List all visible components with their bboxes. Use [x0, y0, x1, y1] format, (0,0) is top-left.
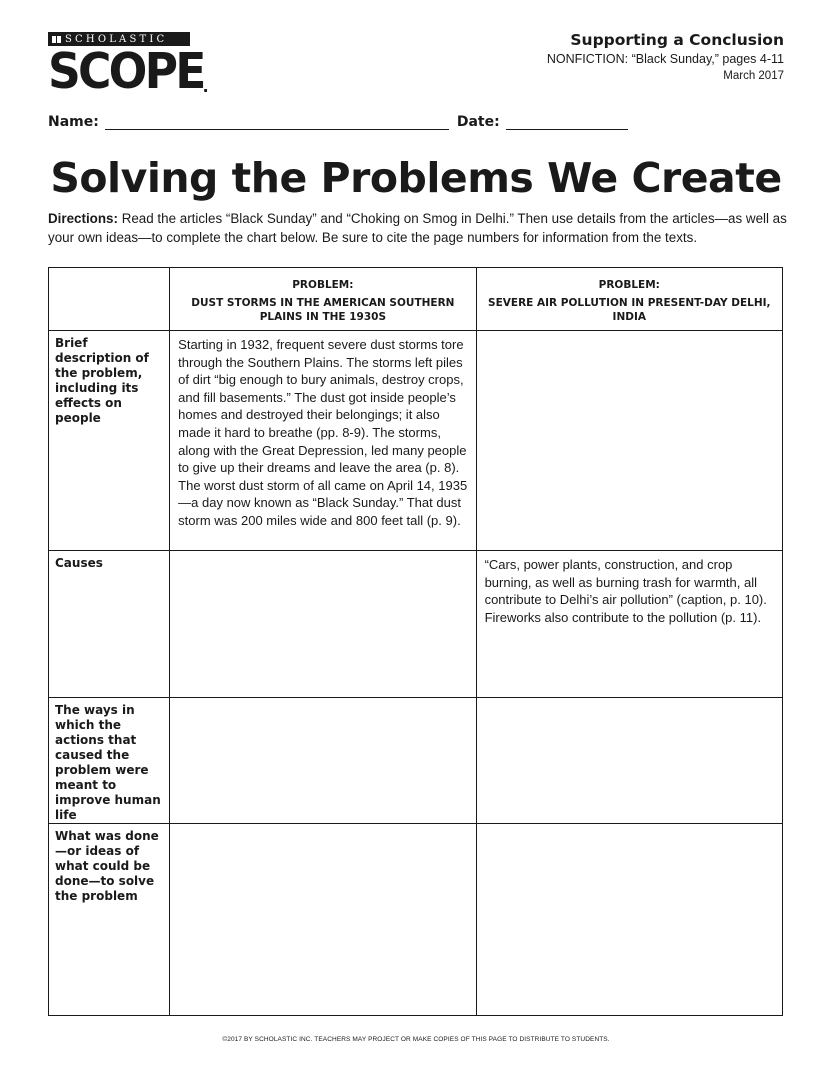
- table-row: [49, 551, 783, 698]
- directions: [48, 209, 788, 247]
- column-header-title: DUST STORMS IN THE AMERICAN SOUTHERN PLAINS IN THE 1930S: [191, 297, 455, 323]
- chart-header-row: [49, 268, 783, 331]
- cell-pollution-causes[interactable]: “Cars, power plants, construction, and crop burning, as well as burning trash for warmth, all contribute to Delhi’s air pollution” (caption, p. 10). Fireworks also contribute to the pollution (p. 11).: [476, 551, 782, 698]
- cell-dust-causes[interactable]: [170, 551, 476, 698]
- row-label-description: Brief description of the problem, including its effects on people: [49, 331, 170, 551]
- cell-pollution-benefits[interactable]: [476, 698, 782, 824]
- comparison-chart: [48, 267, 783, 1016]
- row-label-solutions: What was done—or ideas of what could be done—to solve the problem: [49, 824, 170, 1016]
- issue-date: March 2017: [723, 70, 784, 82]
- magazine-name: SCOPE: [48, 47, 204, 97]
- name-label: Name:: [48, 114, 99, 130]
- scholastic-scope-logo: [48, 32, 204, 100]
- directions-text: Read the articles “Black Sunday” and “Choking on Smog in Delhi.” Then use details from the articles—as well as your own ideas—to complete the chart below. Be sure to cite the page numbers for information from the texts.: [48, 211, 787, 245]
- cell-dust-benefits[interactable]: [170, 698, 476, 824]
- trademark-dot: [205, 89, 208, 92]
- name-field[interactable]: [105, 115, 449, 130]
- directions-label: Directions:: [48, 211, 118, 226]
- column-header-air-pollution: [476, 268, 782, 331]
- copyright-footer: ©2017 BY SCHOLASTIC INC. TEACHERS MAY PROJECT OR MAKE COPIES OF THIS PAGE TO DISTRIBUTE TO STUDENTS.: [222, 1036, 610, 1043]
- book-icon: [52, 36, 61, 43]
- source-reference: NONFICTION: “Black Sunday,” pages 4-11: [546, 52, 784, 66]
- table-row: [49, 698, 783, 824]
- column-header-title: SEVERE AIR POLLUTION IN PRESENT-DAY DELHI, INDIA: [488, 297, 771, 323]
- cell-dust-solutions[interactable]: [170, 824, 476, 1016]
- publisher-name: SCHOLASTIC: [65, 33, 168, 45]
- date-field[interactable]: [506, 115, 628, 130]
- column-header-label: PROBLEM:: [598, 279, 660, 291]
- page-title: Solving the Problems We Create: [50, 154, 782, 202]
- worksheet-header: [547, 31, 784, 84]
- table-row: [49, 824, 783, 1016]
- cell-pollution-solutions[interactable]: [476, 824, 782, 1016]
- corner-cell: [49, 268, 170, 331]
- cell-pollution-description[interactable]: [476, 331, 782, 551]
- name-date-line: [48, 114, 628, 130]
- row-label-intended-benefits: The ways in which the actions that caused the problem were meant to improve human life: [49, 698, 170, 824]
- column-header-dust-storms: [170, 268, 476, 331]
- row-label-causes: Causes: [49, 551, 170, 698]
- skill-title: Supporting a Conclusion: [570, 31, 784, 49]
- date-label: Date:: [456, 114, 500, 130]
- column-header-label: PROBLEM:: [292, 279, 354, 291]
- table-row: [49, 331, 783, 551]
- cell-dust-description[interactable]: Starting in 1932, frequent severe dust storms tore through the Southern Plains. The storms left piles of dirt “big enough to bury animals, destroy crops, and fill basements.” The dust got inside people’s homes and destroyed their belongings; it also made it hard to breathe (pp. 8-9). The storms, along with the Great Depression, led many people to give up their dreams and leave the area (p. 8). The worst dust storm of all came on April 14, 1935—a day now known as “Black Sunday.” That dust storm was 200 miles wide and 800 feet tall (p. 9).: [170, 331, 476, 551]
